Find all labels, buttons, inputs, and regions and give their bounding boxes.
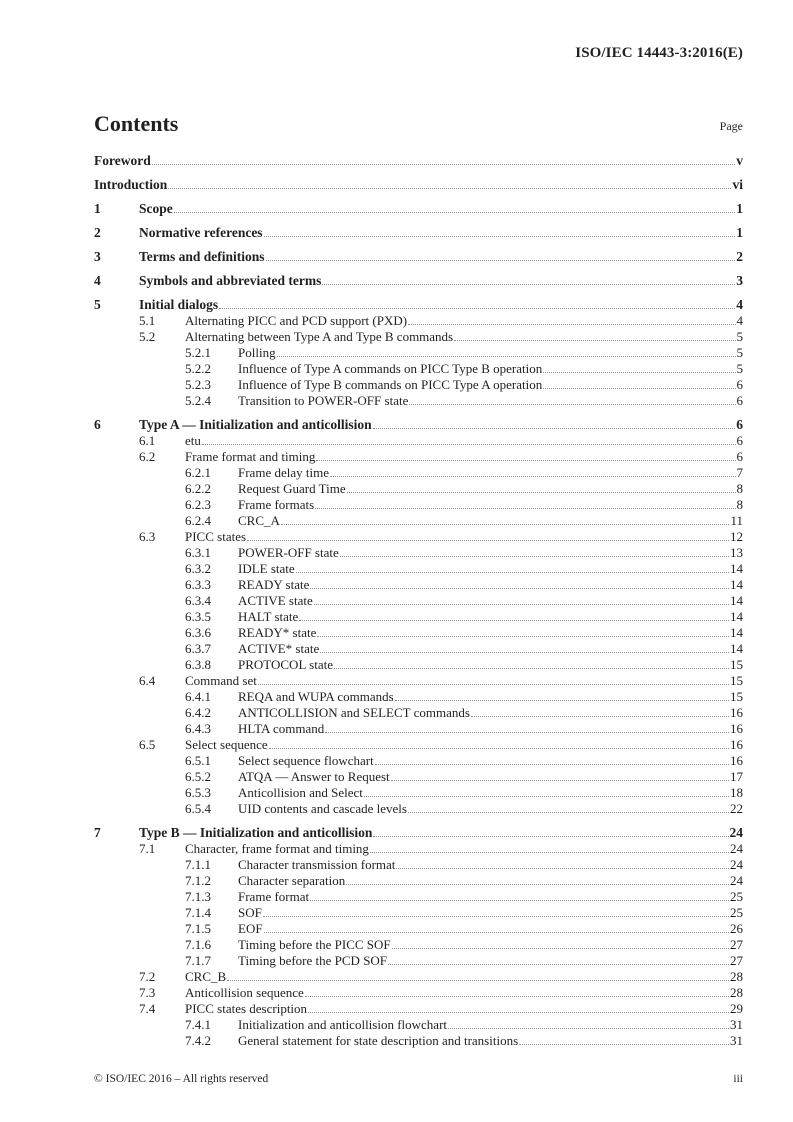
dot-leader xyxy=(454,339,735,341)
toc-entry-number: 1 xyxy=(94,201,101,216)
toc-entry-page[interactable]: 29 xyxy=(730,1001,743,1016)
toc-entry-title[interactable]: Polling xyxy=(238,345,276,360)
page-column-label: Page xyxy=(719,119,743,133)
toc-entry-title[interactable]: Normative references xyxy=(139,225,263,240)
toc-entry-title[interactable]: Select sequence xyxy=(185,737,268,752)
toc-entry-page[interactable]: 14 xyxy=(730,609,743,624)
toc-entry-page[interactable]: 27 xyxy=(730,937,743,952)
toc-entry-title[interactable]: Command set xyxy=(185,673,257,688)
dot-leader xyxy=(471,715,729,717)
toc-entry-number: 6.4.2 xyxy=(185,705,211,720)
toc-entry-page[interactable]: 4 xyxy=(736,313,743,328)
toc-entry-title[interactable]: UID contents and cascade levels xyxy=(238,801,407,816)
toc-entry[interactable] xyxy=(94,641,743,657)
toc-entry-page[interactable]: 6 xyxy=(736,393,743,408)
toc-entry-page[interactable]: 6 xyxy=(736,449,743,464)
toc-entry[interactable] xyxy=(94,625,743,641)
dot-leader xyxy=(375,763,729,765)
toc-entry-title[interactable]: READY state xyxy=(238,577,310,592)
toc-entry-page[interactable]: 16 xyxy=(730,705,743,720)
toc-entry[interactable] xyxy=(94,545,743,561)
toc-entry-page[interactable]: 14 xyxy=(730,561,743,576)
toc-entry[interactable] xyxy=(94,953,743,969)
toc-entry-title[interactable]: ACTIVE* state xyxy=(238,641,320,656)
toc-entry-number: 6.2 xyxy=(139,449,156,464)
dot-leader xyxy=(448,1027,729,1029)
toc-entry-page[interactable]: 2 xyxy=(736,249,743,264)
dot-leader xyxy=(370,851,729,853)
toc-entry-page[interactable]: 15 xyxy=(730,689,743,704)
dot-leader xyxy=(543,387,735,389)
toc-entry-page[interactable]: 6 xyxy=(736,417,743,432)
dot-leader xyxy=(392,947,729,949)
toc-entry-page[interactable]: 1 xyxy=(736,225,743,240)
toc-entry-title[interactable]: EOF xyxy=(238,921,263,936)
toc-entry-title[interactable]: Type B — Initialization and anticollision xyxy=(139,825,373,840)
toc-entry-page[interactable]: 7 xyxy=(736,465,743,480)
toc-entry-page[interactable]: 5 xyxy=(736,345,743,360)
dot-leader xyxy=(299,619,729,621)
toc-entry-title[interactable]: Influence of Type B commands on PICC Type A operation xyxy=(238,377,543,392)
toc-entry[interactable] xyxy=(94,753,743,769)
toc-entry[interactable] xyxy=(94,873,743,889)
dot-leader xyxy=(320,651,729,653)
dot-leader xyxy=(388,963,729,965)
toc-entry-page[interactable]: 12 xyxy=(730,529,743,544)
toc-entry-title[interactable]: Alternating PICC and PCD support (PXD) xyxy=(185,313,408,328)
toc-entry-number: 2 xyxy=(94,225,101,240)
dot-leader xyxy=(543,371,735,373)
toc-entry[interactable] xyxy=(94,609,743,625)
toc-entry[interactable] xyxy=(94,529,743,545)
toc-entry-title[interactable]: PICC states description xyxy=(185,1001,308,1016)
toc-entry-title[interactable]: IDLE state xyxy=(238,561,295,576)
toc-entry-page[interactable]: 15 xyxy=(730,657,743,672)
toc-entry[interactable] xyxy=(94,561,743,577)
toc-entry-number: 6.3.1 xyxy=(185,545,211,560)
toc-entry[interactable] xyxy=(94,225,743,241)
toc-entry-page[interactable]: 27 xyxy=(730,953,743,968)
toc-entry[interactable] xyxy=(94,673,743,689)
toc-entry[interactable] xyxy=(94,801,743,817)
toc-entry-number: 5.2 xyxy=(139,329,156,344)
toc-entry-title[interactable]: Anticollision sequence xyxy=(185,985,304,1000)
toc-entry[interactable] xyxy=(94,345,743,361)
toc-entry[interactable] xyxy=(94,857,743,873)
toc-entry-title[interactable]: HALT state xyxy=(238,609,299,624)
toc-entry-title[interactable]: Symbols and abbreviated terms xyxy=(139,273,322,288)
toc-entry-page[interactable]: 8 xyxy=(736,497,743,512)
toc-entry-number: 6.3.3 xyxy=(185,577,211,592)
toc-entry[interactable] xyxy=(94,465,743,481)
toc-entry[interactable] xyxy=(94,785,743,801)
toc-entry-page[interactable]: 24 xyxy=(729,825,743,840)
dot-leader xyxy=(519,1043,729,1045)
toc-entry[interactable] xyxy=(94,577,743,593)
toc-entry[interactable] xyxy=(94,705,743,721)
toc-entry-title[interactable]: Request Guard Time xyxy=(238,481,346,496)
toc-entry-number: 7.4 xyxy=(139,1001,156,1016)
dot-leader xyxy=(264,235,736,237)
dot-leader xyxy=(373,427,736,429)
toc-entry-number: 6.2.4 xyxy=(185,513,211,528)
toc-entry-page[interactable]: 25 xyxy=(730,889,743,904)
toc-entry-number: 5.2.4 xyxy=(185,393,211,408)
toc-entry-title[interactable]: PICC states xyxy=(185,529,247,544)
toc-entry-number: 6.5.3 xyxy=(185,785,211,800)
toc-entry-title[interactable]: READY* state xyxy=(238,625,317,640)
toc-entry-page[interactable]: 14 xyxy=(730,593,743,608)
dot-leader xyxy=(340,555,729,557)
toc-entry-title[interactable]: Initialization and anticollision flowchart xyxy=(238,1017,448,1032)
dot-leader xyxy=(330,475,736,477)
toc-entry-number: 6.3.6 xyxy=(185,625,211,640)
toc-entry-page[interactable]: 4 xyxy=(736,297,743,312)
toc-entry-page[interactable]: 1 xyxy=(736,201,743,216)
toc-entry-page[interactable]: v xyxy=(736,153,743,168)
toc-entry-page[interactable]: 14 xyxy=(730,625,743,640)
toc-entry-page[interactable]: 16 xyxy=(730,721,743,736)
toc-entry-page[interactable]: 24 xyxy=(730,841,743,856)
toc-entry-number: 3 xyxy=(94,249,101,264)
toc-entry[interactable] xyxy=(94,889,743,905)
dot-leader xyxy=(219,307,735,309)
toc-entry-title[interactable]: Character separation xyxy=(238,873,346,888)
toc-entry-title[interactable]: ANTICOLLISION and SELECT commands xyxy=(238,705,470,720)
toc-entry-page[interactable]: 6 xyxy=(736,433,743,448)
dot-leader xyxy=(395,699,729,701)
toc-entry-title[interactable]: Scope xyxy=(139,201,173,216)
toc-entry-title[interactable]: SOF xyxy=(238,905,262,920)
toc-entry-title[interactable]: POWER-OFF state xyxy=(238,545,339,560)
toc-entry-title[interactable]: Transition to POWER-OFF state xyxy=(238,393,409,408)
toc-entry-title[interactable]: Frame format xyxy=(238,889,310,904)
toc-entry-number: 7.2 xyxy=(139,969,156,984)
toc-entry[interactable] xyxy=(94,593,743,609)
dot-leader xyxy=(174,211,736,213)
dot-leader xyxy=(266,259,736,261)
toc-entry-title[interactable]: Introduction xyxy=(94,177,168,192)
dot-leader xyxy=(408,811,729,813)
toc-entry-page[interactable]: 24 xyxy=(730,857,743,872)
dot-leader xyxy=(310,899,729,901)
toc-entry[interactable] xyxy=(94,721,743,737)
toc-entry-title[interactable]: Foreword xyxy=(94,153,151,168)
toc-entry-page[interactable]: 31 xyxy=(730,1033,743,1048)
toc-entry[interactable] xyxy=(94,153,743,169)
toc-entry-page[interactable]: 24 xyxy=(730,873,743,888)
toc-entry-number: 7.4.2 xyxy=(185,1033,211,1048)
dot-leader xyxy=(325,731,729,733)
toc-entry-number: 7.3 xyxy=(139,985,156,1000)
toc-entry[interactable] xyxy=(94,249,743,265)
toc-entry-title[interactable]: Anticollision and Select xyxy=(238,785,363,800)
toc-entry[interactable] xyxy=(94,417,743,433)
toc-entry-title[interactable]: Frame delay time xyxy=(238,465,329,480)
toc-entry-title[interactable]: Influence of Type A commands on PICC Type B operation xyxy=(238,361,543,376)
toc-entry[interactable] xyxy=(94,985,743,1001)
toc-entry-number: 6.3.5 xyxy=(185,609,211,624)
toc-entry-number: 6.4.1 xyxy=(185,689,211,704)
dot-leader xyxy=(269,747,729,749)
toc-entry-page[interactable]: 14 xyxy=(730,577,743,592)
toc-entry-page[interactable]: 17 xyxy=(730,769,743,784)
toc-entry[interactable] xyxy=(94,769,743,785)
toc-entry[interactable] xyxy=(94,689,743,705)
toc-entry[interactable] xyxy=(94,497,743,513)
toc-entry[interactable] xyxy=(94,969,743,985)
dot-leader xyxy=(396,867,729,869)
dot-leader xyxy=(305,995,729,997)
toc-entry-number: 6 xyxy=(94,417,101,432)
dot-leader xyxy=(409,403,735,405)
toc-entry-title[interactable]: etu xyxy=(185,433,201,448)
toc-entry[interactable] xyxy=(94,449,743,465)
dot-leader xyxy=(322,283,735,285)
toc-entry[interactable] xyxy=(94,433,743,449)
toc-entry-number: 7.1.6 xyxy=(185,937,211,952)
dot-leader xyxy=(347,491,736,493)
toc-entry-page[interactable]: 22 xyxy=(730,801,743,816)
toc-entry-number: 6.3.4 xyxy=(185,593,211,608)
footer-page-number: iii xyxy=(733,1073,743,1085)
toc-entry-page[interactable]: 3 xyxy=(736,273,743,288)
dot-leader xyxy=(263,915,729,917)
dot-leader xyxy=(227,979,729,981)
toc-entry-number: 5.1 xyxy=(139,313,156,328)
toc-entry[interactable] xyxy=(94,737,743,753)
toc-entry-title[interactable]: Alternating between Type A and Type B commands xyxy=(185,329,454,344)
toc-entry[interactable] xyxy=(94,1033,743,1049)
toc-entry-number: 7.1.3 xyxy=(185,889,211,904)
toc-entry[interactable] xyxy=(94,513,743,529)
toc-entry-page[interactable]: 6 xyxy=(736,377,743,392)
toc-entry-page[interactable]: 28 xyxy=(730,985,743,1000)
toc-entry-number: 7.4.1 xyxy=(185,1017,211,1032)
toc-entry-title[interactable]: Type A — Initialization and anticollision xyxy=(139,417,372,432)
toc-entry-number: 7 xyxy=(94,825,101,840)
dot-leader xyxy=(310,587,729,589)
toc-entry-number: 7.1 xyxy=(139,841,156,856)
toc-entry-title[interactable]: Initial dialogs xyxy=(139,297,219,312)
toc-entry-title[interactable]: CRC_B xyxy=(185,969,227,984)
dot-leader xyxy=(152,163,736,165)
dot-leader xyxy=(364,795,729,797)
toc-entry-title[interactable]: PROTOCOL state xyxy=(238,657,333,672)
toc-entry-page[interactable]: 25 xyxy=(730,905,743,920)
toc-entry[interactable] xyxy=(94,905,743,921)
toc-entry-title[interactable]: Frame format and timing xyxy=(185,449,316,464)
toc-entry-title[interactable]: HLTA command xyxy=(238,721,325,736)
toc-entry-title[interactable]: Timing before the PCD SOF xyxy=(238,953,388,968)
dot-leader xyxy=(334,667,729,669)
toc-entry-title[interactable]: Character transmission format xyxy=(238,857,396,872)
toc-entry-page[interactable]: 16 xyxy=(730,753,743,768)
dot-leader xyxy=(391,779,729,781)
toc-entry-title[interactable]: Timing before the PICC SOF xyxy=(238,937,391,952)
toc-entry-page[interactable]: 15 xyxy=(730,673,743,688)
toc-entry-number: 6.3.2 xyxy=(185,561,211,576)
toc-entry-page[interactable]: 28 xyxy=(730,969,743,984)
footer-copyright: © ISO/IEC 2016 – All rights reserved xyxy=(94,1073,269,1085)
toc-entry-number: 5.2.2 xyxy=(185,361,211,376)
toc-entry-page[interactable]: 26 xyxy=(730,921,743,936)
toc-entry[interactable] xyxy=(94,1001,743,1017)
toc-entry-number: 5.2.3 xyxy=(185,377,211,392)
dot-leader xyxy=(317,635,729,637)
toc-entry-number: 4 xyxy=(94,273,101,288)
toc-entry-number: 7.1.4 xyxy=(185,905,211,920)
toc-entry-title[interactable]: Terms and definitions xyxy=(139,249,265,264)
dot-leader xyxy=(316,459,735,461)
toc-entry-page[interactable]: 8 xyxy=(736,481,743,496)
toc-entry[interactable] xyxy=(94,177,743,193)
toc-entry-title[interactable]: REQA and WUPA commands xyxy=(238,689,394,704)
toc-entry-page[interactable]: 14 xyxy=(730,641,743,656)
toc-entry-number: 6.2.1 xyxy=(185,465,211,480)
document-identifier: ISO/IEC 14443-3:2016(E) xyxy=(575,45,743,61)
toc-entry-number: 7.1.2 xyxy=(185,873,211,888)
toc-entry[interactable] xyxy=(94,841,743,857)
toc-entry-number: 5 xyxy=(94,297,101,312)
toc-entry[interactable] xyxy=(94,313,743,329)
dot-leader xyxy=(247,539,729,541)
toc-entry-number: 6.4 xyxy=(139,673,156,688)
toc-entry-page[interactable]: 13 xyxy=(730,545,743,560)
toc-entry-number: 6.2.3 xyxy=(185,497,211,512)
toc-entry-page[interactable]: 16 xyxy=(730,737,743,752)
toc-entry[interactable] xyxy=(94,1017,743,1033)
dot-leader xyxy=(264,931,729,933)
toc-entry[interactable] xyxy=(94,329,743,345)
toc-entry-number: 6.5 xyxy=(139,737,156,752)
toc-entry-number: 7.1.7 xyxy=(185,953,211,968)
toc-entry-number: 6.2.2 xyxy=(185,481,211,496)
dot-leader xyxy=(202,443,736,445)
toc-entry-number: 6.4.3 xyxy=(185,721,211,736)
toc-entry[interactable] xyxy=(94,297,743,313)
toc-entry-number: 7.1.5 xyxy=(185,921,211,936)
toc-entry-title[interactable]: ACTIVE state xyxy=(238,593,313,608)
toc-entry[interactable] xyxy=(94,825,743,841)
toc-entry[interactable] xyxy=(94,921,743,937)
toc-entry[interactable] xyxy=(94,393,743,409)
dot-leader xyxy=(314,603,729,605)
dot-leader xyxy=(315,507,735,509)
toc-entry-page[interactable]: 18 xyxy=(730,785,743,800)
toc-entry[interactable] xyxy=(94,937,743,953)
toc-entry[interactable] xyxy=(94,377,743,393)
toc-entry-page[interactable]: vi xyxy=(732,177,743,192)
dot-leader xyxy=(258,683,729,685)
table-of-contents xyxy=(94,153,743,1049)
dot-leader xyxy=(308,1011,729,1013)
toc-entry-number: 5.2.1 xyxy=(185,345,211,360)
toc-entry-title[interactable]: Frame formats xyxy=(238,497,315,512)
toc-entry-page[interactable]: 5 xyxy=(736,329,743,344)
dot-leader xyxy=(168,187,731,189)
toc-entry-title[interactable]: Select sequence flowchart xyxy=(238,753,374,768)
toc-entry[interactable] xyxy=(94,361,743,377)
toc-entry[interactable] xyxy=(94,273,743,289)
toc-entry-number: 6.3 xyxy=(139,529,156,544)
toc-entry-number: 7.1.1 xyxy=(185,857,211,872)
toc-entry[interactable] xyxy=(94,481,743,497)
toc-entry-number: 6.3.8 xyxy=(185,657,211,672)
toc-entry[interactable] xyxy=(94,657,743,673)
toc-entry-title[interactable]: General statement for state description and transitions xyxy=(238,1033,519,1048)
toc-entry-page[interactable]: 5 xyxy=(736,361,743,376)
toc-entry-page[interactable]: 11 xyxy=(730,513,743,528)
toc-entry-number: 6.1 xyxy=(139,433,156,448)
toc-entry-page[interactable]: 31 xyxy=(730,1017,743,1032)
toc-entry-number: 6.5.1 xyxy=(185,753,211,768)
toc-entry-title[interactable]: CRC_A xyxy=(238,513,280,528)
toc-entry-number: 6.5.4 xyxy=(185,801,211,816)
dot-leader xyxy=(281,523,730,525)
dot-leader xyxy=(346,883,729,885)
contents-heading: Contents xyxy=(94,111,179,136)
toc-entry[interactable] xyxy=(94,201,743,217)
toc-entry-number: 6.5.2 xyxy=(185,769,211,784)
toc-entry-title[interactable]: ATQA — Answer to Request xyxy=(238,769,390,784)
dot-leader xyxy=(408,323,735,325)
dot-leader xyxy=(296,571,729,573)
dot-leader xyxy=(277,355,736,357)
toc-entry-title[interactable]: Character, frame format and timing xyxy=(185,841,369,856)
dot-leader xyxy=(373,835,728,837)
toc-entry-number: 6.3.7 xyxy=(185,641,211,656)
